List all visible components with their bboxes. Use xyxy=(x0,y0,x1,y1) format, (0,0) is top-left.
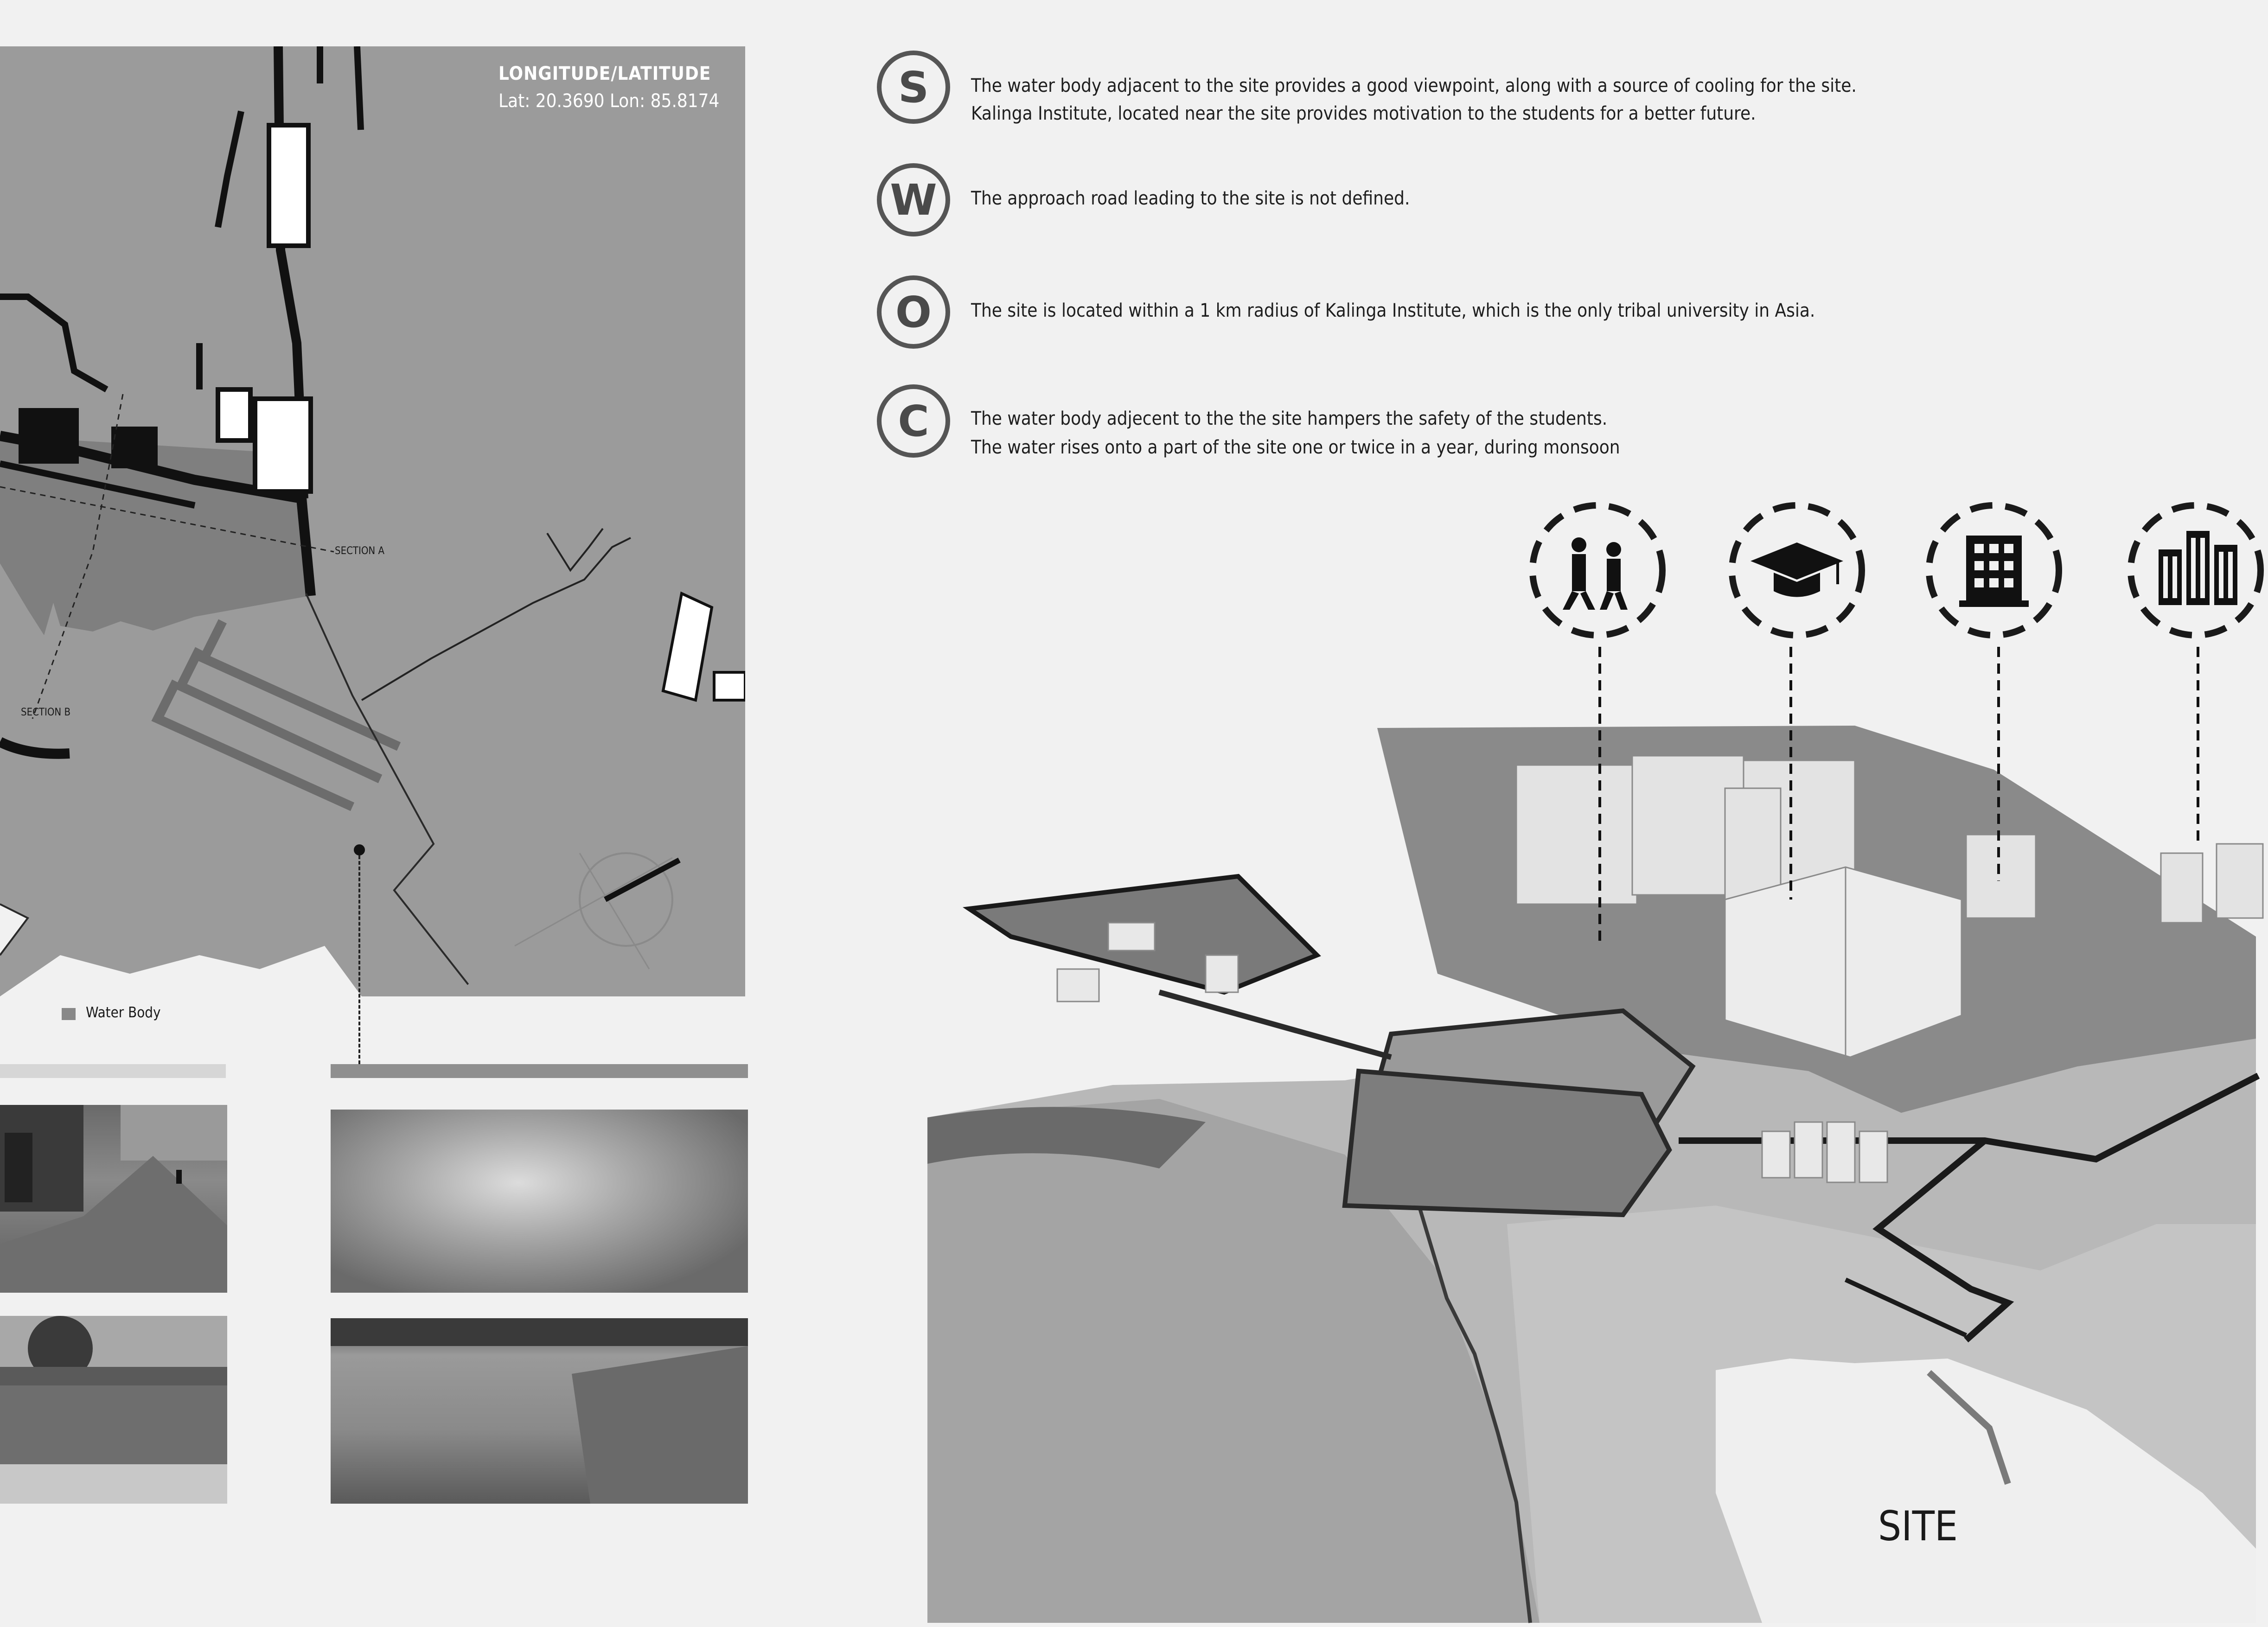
swot-strength xyxy=(876,50,1897,124)
swot-list xyxy=(876,50,1897,467)
swot-challenge xyxy=(876,384,1897,458)
photo-bar-right xyxy=(331,1064,748,1078)
legend-label: Water Body xyxy=(86,1004,161,1021)
photo-boundary-wall xyxy=(0,1316,227,1504)
challenge-line-1: The water body adjecent to the the site hampers the safety of the students. xyxy=(971,408,1608,429)
students-icon xyxy=(1563,537,1628,610)
icon-students xyxy=(1526,498,1669,642)
weakness-badge-icon xyxy=(876,163,951,237)
site-label: SITE xyxy=(1878,1502,1958,1550)
weakness-line-1: The approach road leading to the site is not defined. xyxy=(971,188,1410,209)
strength-badge-icon xyxy=(876,50,951,124)
legend-swatch xyxy=(62,1008,76,1020)
svg-text:S: S xyxy=(898,63,929,112)
coordinate-value: Lat: 20.3690 Lon: 85.8174 xyxy=(498,90,720,112)
swot-weakness xyxy=(876,163,1897,237)
svg-text:W: W xyxy=(890,175,937,225)
icon-education xyxy=(1723,498,1871,642)
challenge-line-2: The water rises onto a part of the site one or twice in a year, during monsoon xyxy=(971,437,1620,458)
photo-pond xyxy=(331,1318,748,1504)
svg-text:O: O xyxy=(895,287,932,337)
challenge-badge-icon xyxy=(876,384,951,458)
institute-building-icon xyxy=(1959,536,2029,607)
strength-line-2: Kalinga Institute, located near the site provides motivation to the students for a better future. xyxy=(971,103,1756,124)
svg-text:C: C xyxy=(898,396,929,446)
photo-water-surface xyxy=(331,1110,748,1293)
photo-bar-left xyxy=(0,1064,226,1078)
swot-opportunity xyxy=(876,275,1897,349)
highrise-city-icon xyxy=(2159,531,2237,605)
graduation-cap-icon xyxy=(1751,542,1843,597)
aerial-site-view xyxy=(927,482,2268,1627)
opportunity-badge-icon xyxy=(876,275,951,349)
section-b-label: SECTION B xyxy=(21,707,71,718)
section-a-label: SECTION A xyxy=(335,545,385,557)
icon-city xyxy=(2121,498,2268,642)
coordinate-title: LONGITUDE/LATITUDE xyxy=(498,63,711,84)
opportunity-line-1: The site is located within a 1 km radius of Kalinga Institute, which is the only tribal university in Asia. xyxy=(971,300,1815,321)
pin-connector xyxy=(358,855,360,1064)
icon-institute xyxy=(1920,498,2068,642)
photo-street xyxy=(0,1105,227,1293)
strength-line-1: The water body adjacent to the site provides a good viewpoint, along with a source of cooling for the site. xyxy=(971,75,1857,96)
site-map xyxy=(0,46,745,996)
